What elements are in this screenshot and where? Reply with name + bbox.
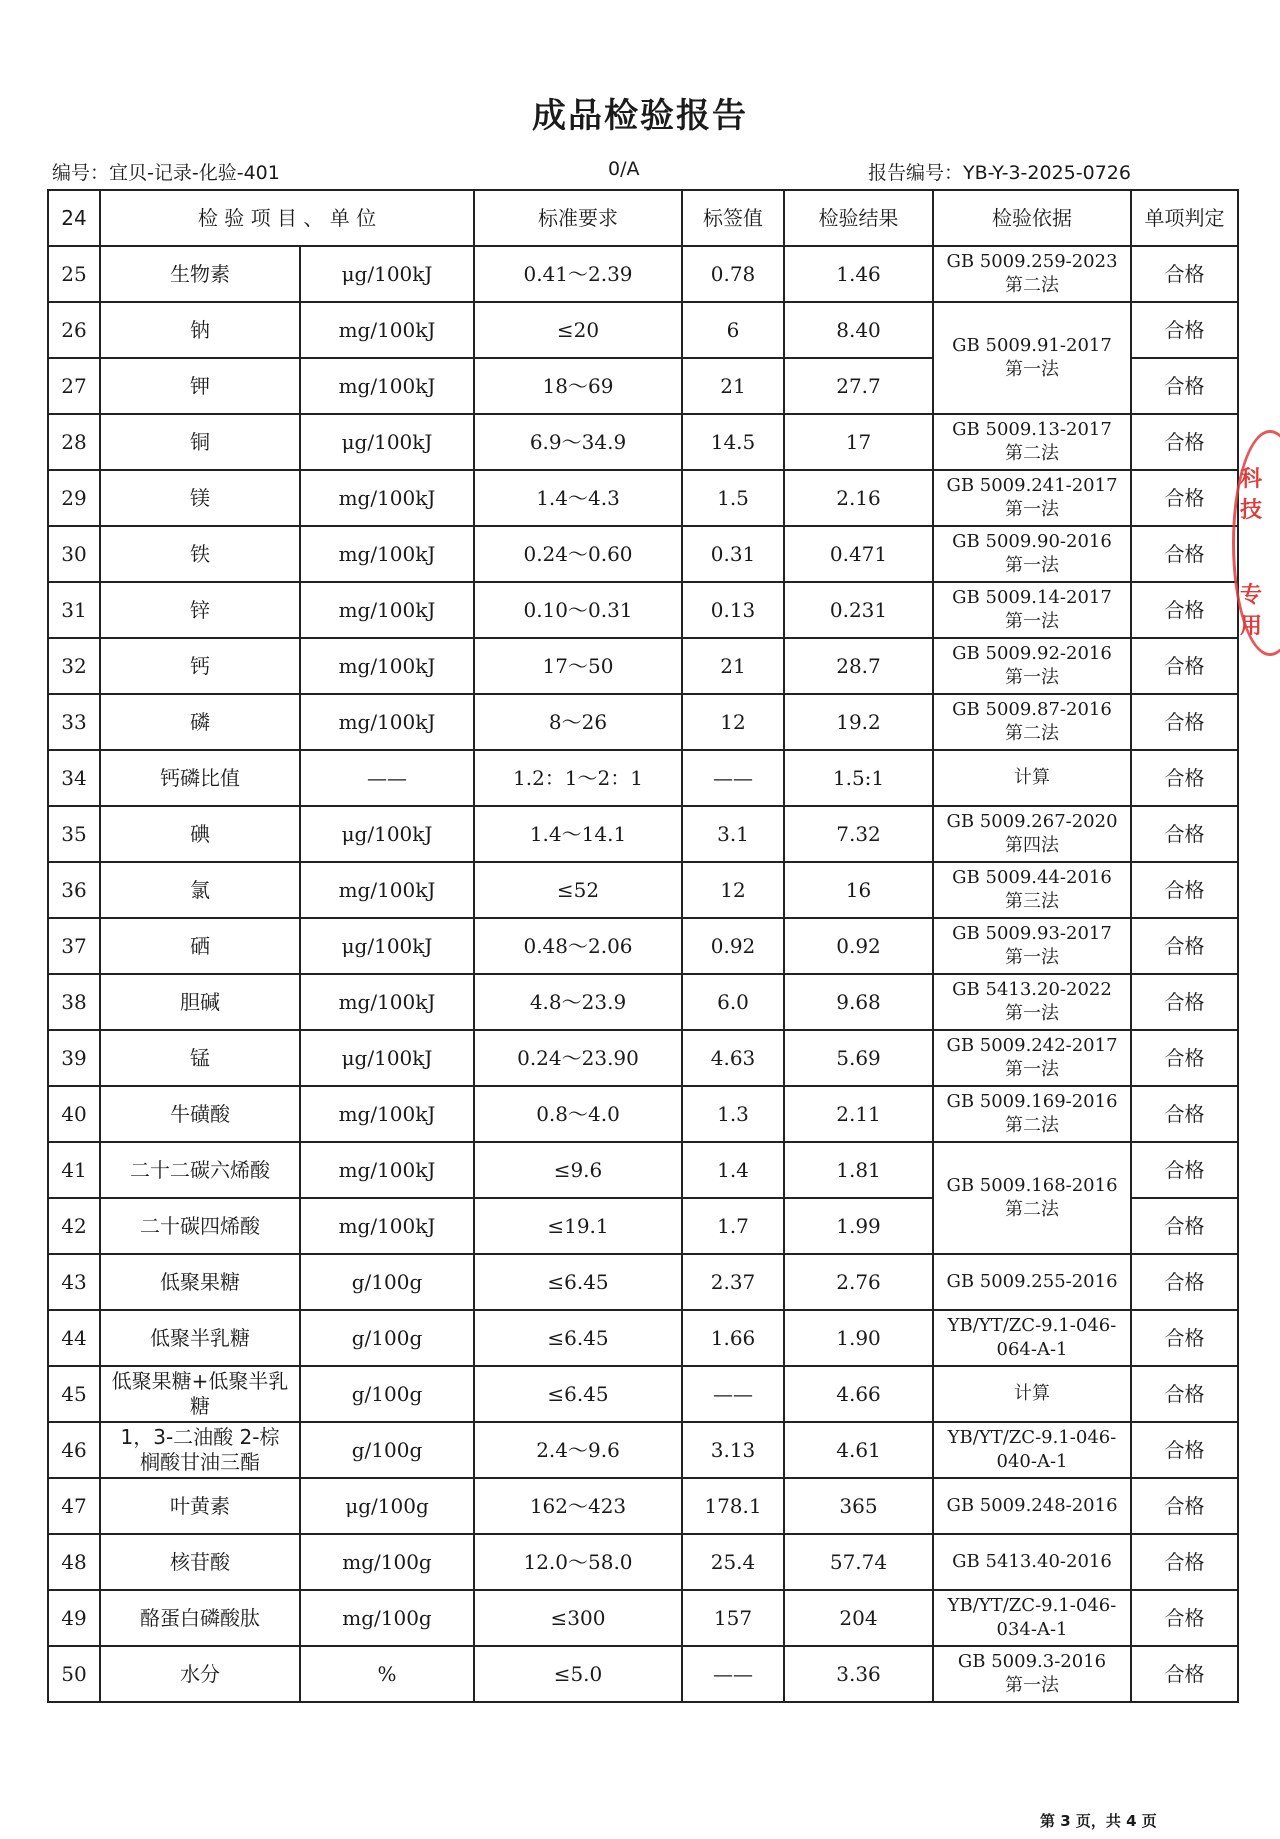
judgement: 合格 bbox=[1131, 1310, 1238, 1366]
test-basis: GB 5009.259-2023 第二法 bbox=[933, 246, 1131, 302]
row-number: 41 bbox=[48, 1142, 100, 1198]
item-name: 低聚果糖 bbox=[100, 1254, 300, 1310]
table-row bbox=[48, 1310, 1238, 1366]
standard-requirement: 1.4～4.3 bbox=[474, 470, 682, 526]
row-number: 46 bbox=[48, 1422, 100, 1478]
test-basis: GB 5413.40-2016 bbox=[933, 1534, 1131, 1590]
judgement: 合格 bbox=[1131, 1254, 1238, 1310]
judgement: 合格 bbox=[1131, 1142, 1238, 1198]
standard-requirement: 6.9～34.9 bbox=[474, 414, 682, 470]
table-row bbox=[48, 694, 1238, 750]
label-value: 0.31 bbox=[682, 526, 784, 582]
report-number: 报告编号：YB-Y-3-2025-0726 bbox=[868, 162, 1131, 184]
label-value: 0.92 bbox=[682, 918, 784, 974]
unit: mg/100kJ bbox=[300, 582, 474, 638]
standard-requirement: ≤19.1 bbox=[474, 1198, 682, 1254]
test-basis: GB 5009.168-2016 第二法 bbox=[933, 1142, 1131, 1254]
test-basis: GB 5009.13-2017 第二法 bbox=[933, 414, 1131, 470]
item-name: 磷 bbox=[100, 694, 300, 750]
row-number: 43 bbox=[48, 1254, 100, 1310]
standard-requirement: 2.4～9.6 bbox=[474, 1422, 682, 1478]
label-value: 21 bbox=[682, 638, 784, 694]
test-result: 19.2 bbox=[784, 694, 933, 750]
stamp-text-2: 专用 bbox=[1240, 583, 1263, 639]
test-result: 8.40 bbox=[784, 302, 933, 358]
test-basis: 计算 bbox=[933, 1366, 1131, 1422]
test-basis: GB 5009.92-2016 第一法 bbox=[933, 638, 1131, 694]
judgement: 合格 bbox=[1131, 862, 1238, 918]
row-number: 44 bbox=[48, 1310, 100, 1366]
test-basis: GB 5009.255-2016 bbox=[933, 1254, 1131, 1310]
row-number: 25 bbox=[48, 246, 100, 302]
test-result: 4.61 bbox=[784, 1422, 933, 1478]
row-number: 39 bbox=[48, 1030, 100, 1086]
table-row bbox=[48, 1086, 1238, 1142]
judgement: 合格 bbox=[1131, 1366, 1238, 1422]
row-number: 28 bbox=[48, 414, 100, 470]
test-result: 28.7 bbox=[784, 638, 933, 694]
table-row bbox=[48, 806, 1238, 862]
table-row bbox=[48, 1142, 1238, 1198]
unit: mg/100kJ bbox=[300, 974, 474, 1030]
item-name: 低聚果糖+低聚半乳 糖 bbox=[100, 1366, 300, 1422]
report-title: 成品检验报告 bbox=[532, 96, 748, 136]
item-name: 核苷酸 bbox=[100, 1534, 300, 1590]
table-header-row bbox=[48, 190, 1238, 246]
label-value: 21 bbox=[682, 358, 784, 414]
item-name: 钾 bbox=[100, 358, 300, 414]
judgement: 合格 bbox=[1131, 526, 1238, 582]
item-name: 钙磷比值 bbox=[100, 750, 300, 806]
unit: mg/100kJ bbox=[300, 1198, 474, 1254]
standard-requirement: ≤20 bbox=[474, 302, 682, 358]
test-result: 0.92 bbox=[784, 918, 933, 974]
unit: g/100g bbox=[300, 1310, 474, 1366]
header-item-unit: 检 验 项 目 、 单 位 bbox=[100, 190, 474, 246]
row-number: 36 bbox=[48, 862, 100, 918]
row-number: 31 bbox=[48, 582, 100, 638]
standard-requirement: 0.8～4.0 bbox=[474, 1086, 682, 1142]
test-result: 3.36 bbox=[784, 1646, 933, 1702]
test-basis: GB 5009.44-2016 第三法 bbox=[933, 862, 1131, 918]
judgement: 合格 bbox=[1131, 750, 1238, 806]
label-value: 12 bbox=[682, 862, 784, 918]
judgement: 合格 bbox=[1131, 1590, 1238, 1646]
item-name: 牛磺酸 bbox=[100, 1086, 300, 1142]
item-name: 锰 bbox=[100, 1030, 300, 1086]
table-row bbox=[48, 638, 1238, 694]
table-row bbox=[48, 1534, 1238, 1590]
row-number: 30 bbox=[48, 526, 100, 582]
unit: —— bbox=[300, 750, 474, 806]
table-row bbox=[48, 918, 1238, 974]
table-row bbox=[48, 1646, 1238, 1702]
test-basis: GB 5009.267-2020 第四法 bbox=[933, 806, 1131, 862]
unit: mg/100kJ bbox=[300, 1086, 474, 1142]
table-row bbox=[48, 1422, 1238, 1478]
table-row bbox=[48, 302, 1238, 358]
item-name: 硒 bbox=[100, 918, 300, 974]
test-result: 204 bbox=[784, 1590, 933, 1646]
label-value: 1.66 bbox=[682, 1310, 784, 1366]
judgement: 合格 bbox=[1131, 1534, 1238, 1590]
test-result: 0.471 bbox=[784, 526, 933, 582]
unit: μg/100kJ bbox=[300, 1030, 474, 1086]
standard-requirement: 0.24～0.60 bbox=[474, 526, 682, 582]
table-row bbox=[48, 862, 1238, 918]
unit: g/100g bbox=[300, 1422, 474, 1478]
test-result: 27.7 bbox=[784, 358, 933, 414]
unit: mg/100kJ bbox=[300, 1142, 474, 1198]
judgement: 合格 bbox=[1131, 302, 1238, 358]
standard-requirement: 1.2：1～2：1 bbox=[474, 750, 682, 806]
row-number: 27 bbox=[48, 358, 100, 414]
item-name: 铜 bbox=[100, 414, 300, 470]
test-basis: GB 5009.248-2016 bbox=[933, 1478, 1131, 1534]
test-basis: GB 5413.20-2022 第一法 bbox=[933, 974, 1131, 1030]
header-standard: 标准要求 bbox=[474, 190, 682, 246]
test-basis: GB 5009.3-2016 第一法 bbox=[933, 1646, 1131, 1702]
row-number: 49 bbox=[48, 1590, 100, 1646]
judgement: 合格 bbox=[1131, 1198, 1238, 1254]
unit: mg/100kJ bbox=[300, 302, 474, 358]
item-name: 叶黄素 bbox=[100, 1478, 300, 1534]
judgement: 合格 bbox=[1131, 1478, 1238, 1534]
table-row bbox=[48, 1254, 1238, 1310]
label-value: 3.13 bbox=[682, 1422, 784, 1478]
label-value: 4.63 bbox=[682, 1030, 784, 1086]
test-result: 4.66 bbox=[784, 1366, 933, 1422]
header-basis: 检验依据 bbox=[933, 190, 1131, 246]
test-result: 2.11 bbox=[784, 1086, 933, 1142]
row-number: 48 bbox=[48, 1534, 100, 1590]
test-result: 1.46 bbox=[784, 246, 933, 302]
row-number: 32 bbox=[48, 638, 100, 694]
item-name: 碘 bbox=[100, 806, 300, 862]
judgement: 合格 bbox=[1131, 974, 1238, 1030]
header-judgement: 单项判定 bbox=[1131, 190, 1238, 246]
test-result: 1.5:1 bbox=[784, 750, 933, 806]
test-result: 0.231 bbox=[784, 582, 933, 638]
unit: mg/100kJ bbox=[300, 862, 474, 918]
item-name: 二十二碳六烯酸 bbox=[100, 1142, 300, 1198]
item-name: 二十碳四烯酸 bbox=[100, 1198, 300, 1254]
standard-requirement: 0.41～2.39 bbox=[474, 246, 682, 302]
row-number: 29 bbox=[48, 470, 100, 526]
label-value: 14.5 bbox=[682, 414, 784, 470]
unit: μg/100kJ bbox=[300, 918, 474, 974]
standard-requirement: ≤6.45 bbox=[474, 1310, 682, 1366]
test-result: 1.81 bbox=[784, 1142, 933, 1198]
judgement: 合格 bbox=[1131, 470, 1238, 526]
standard-requirement: 0.10～0.31 bbox=[474, 582, 682, 638]
test-result: 5.69 bbox=[784, 1030, 933, 1086]
label-value: —— bbox=[682, 1646, 784, 1702]
standard-requirement: ≤52 bbox=[474, 862, 682, 918]
item-name: 氯 bbox=[100, 862, 300, 918]
item-name: 铁 bbox=[100, 526, 300, 582]
standard-requirement: ≤300 bbox=[474, 1590, 682, 1646]
table-row bbox=[48, 470, 1238, 526]
table-row bbox=[48, 526, 1238, 582]
unit: mg/100g bbox=[300, 1590, 474, 1646]
judgement: 合格 bbox=[1131, 918, 1238, 974]
standard-requirement: ≤9.6 bbox=[474, 1142, 682, 1198]
standard-requirement: 8～26 bbox=[474, 694, 682, 750]
unit: μg/100kJ bbox=[300, 246, 474, 302]
item-name: 生物素 bbox=[100, 246, 300, 302]
standard-requirement: 18～69 bbox=[474, 358, 682, 414]
test-result: 2.16 bbox=[784, 470, 933, 526]
test-basis: YB/YT/ZC-9.1-046- 064-A-1 bbox=[933, 1310, 1131, 1366]
test-result: 1.99 bbox=[784, 1198, 933, 1254]
row-number: 26 bbox=[48, 302, 100, 358]
label-value: —— bbox=[682, 1366, 784, 1422]
unit: μg/100kJ bbox=[300, 414, 474, 470]
table-row bbox=[48, 974, 1238, 1030]
unit: % bbox=[300, 1646, 474, 1702]
unit: mg/100g bbox=[300, 1534, 474, 1590]
item-name: 酪蛋白磷酸肽 bbox=[100, 1590, 300, 1646]
unit: μg/100kJ bbox=[300, 806, 474, 862]
row-number: 45 bbox=[48, 1366, 100, 1422]
test-basis: YB/YT/ZC-9.1-046- 040-A-1 bbox=[933, 1422, 1131, 1478]
unit: μg/100g bbox=[300, 1478, 474, 1534]
judgement: 合格 bbox=[1131, 806, 1238, 862]
judgement: 合格 bbox=[1131, 694, 1238, 750]
item-name: 钙 bbox=[100, 638, 300, 694]
standard-requirement: 4.8～23.9 bbox=[474, 974, 682, 1030]
test-basis: GB 5009.169-2016 第二法 bbox=[933, 1086, 1131, 1142]
label-value: 6 bbox=[682, 302, 784, 358]
judgement: 合格 bbox=[1131, 582, 1238, 638]
table-row bbox=[48, 582, 1238, 638]
judgement: 合格 bbox=[1131, 1086, 1238, 1142]
table-row bbox=[48, 1366, 1238, 1422]
standard-requirement: ≤5.0 bbox=[474, 1646, 682, 1702]
test-basis: GB 5009.241-2017 第一法 bbox=[933, 470, 1131, 526]
label-value: 25.4 bbox=[682, 1534, 784, 1590]
header-no: 24 bbox=[48, 190, 100, 246]
item-name: 低聚半乳糖 bbox=[100, 1310, 300, 1366]
label-value: 1.7 bbox=[682, 1198, 784, 1254]
standard-requirement: ≤6.45 bbox=[474, 1254, 682, 1310]
item-name: 镁 bbox=[100, 470, 300, 526]
label-value: 0.13 bbox=[682, 582, 784, 638]
row-number: 35 bbox=[48, 806, 100, 862]
standard-requirement: 162～423 bbox=[474, 1478, 682, 1534]
unit: g/100g bbox=[300, 1366, 474, 1422]
judgement: 合格 bbox=[1131, 414, 1238, 470]
label-value: 12 bbox=[682, 694, 784, 750]
test-result: 365 bbox=[784, 1478, 933, 1534]
test-result: 1.90 bbox=[784, 1310, 933, 1366]
label-value: 3.1 bbox=[682, 806, 784, 862]
record-number: 编号：宜贝-记录-化验-401 bbox=[52, 162, 280, 184]
test-basis: GB 5009.87-2016 第二法 bbox=[933, 694, 1131, 750]
judgement: 合格 bbox=[1131, 1646, 1238, 1702]
item-name: 钠 bbox=[100, 302, 300, 358]
table-row bbox=[48, 414, 1238, 470]
unit: mg/100kJ bbox=[300, 638, 474, 694]
test-result: 17 bbox=[784, 414, 933, 470]
standard-requirement: ≤6.45 bbox=[474, 1366, 682, 1422]
standard-requirement: 17～50 bbox=[474, 638, 682, 694]
test-basis: GB 5009.242-2017 第一法 bbox=[933, 1030, 1131, 1086]
item-name: 锌 bbox=[100, 582, 300, 638]
table-row bbox=[48, 1030, 1238, 1086]
label-value: 157 bbox=[682, 1590, 784, 1646]
judgement: 合格 bbox=[1131, 1422, 1238, 1478]
revision: 0/A bbox=[608, 158, 640, 180]
label-value: —— bbox=[682, 750, 784, 806]
item-name: 水分 bbox=[100, 1646, 300, 1702]
label-value: 1.4 bbox=[682, 1142, 784, 1198]
label-value: 2.37 bbox=[682, 1254, 784, 1310]
row-number: 37 bbox=[48, 918, 100, 974]
unit: mg/100kJ bbox=[300, 358, 474, 414]
unit: mg/100kJ bbox=[300, 694, 474, 750]
test-basis: GB 5009.90-2016 第一法 bbox=[933, 526, 1131, 582]
test-result: 2.76 bbox=[784, 1254, 933, 1310]
row-number: 40 bbox=[48, 1086, 100, 1142]
label-value: 6.0 bbox=[682, 974, 784, 1030]
standard-requirement: 12.0～58.0 bbox=[474, 1534, 682, 1590]
judgement: 合格 bbox=[1131, 1030, 1238, 1086]
table-row bbox=[48, 1590, 1238, 1646]
row-number: 38 bbox=[48, 974, 100, 1030]
inspection-table bbox=[47, 189, 1239, 1703]
label-value: 0.78 bbox=[682, 246, 784, 302]
item-name: 胆碱 bbox=[100, 974, 300, 1030]
row-number: 50 bbox=[48, 1646, 100, 1702]
table-row bbox=[48, 1478, 1238, 1534]
page-number: 第 3 页，共 4 页 bbox=[1040, 1812, 1157, 1830]
test-basis: GB 5009.14-2017 第一法 bbox=[933, 582, 1131, 638]
standard-requirement: 1.4～14.1 bbox=[474, 806, 682, 862]
label-value: 178.1 bbox=[682, 1478, 784, 1534]
header-result: 检验结果 bbox=[784, 190, 933, 246]
test-result: 57.74 bbox=[784, 1534, 933, 1590]
item-name: 1，3-二油酸 2-棕 榈酸甘油三酯 bbox=[100, 1422, 300, 1478]
standard-requirement: 0.24～23.90 bbox=[474, 1030, 682, 1086]
row-number: 42 bbox=[48, 1198, 100, 1254]
unit: mg/100kJ bbox=[300, 470, 474, 526]
judgement: 合格 bbox=[1131, 638, 1238, 694]
test-basis: YB/YT/ZC-9.1-046- 034-A-1 bbox=[933, 1590, 1131, 1646]
judgement: 合格 bbox=[1131, 358, 1238, 414]
label-value: 1.5 bbox=[682, 470, 784, 526]
test-result: 7.32 bbox=[784, 806, 933, 862]
test-basis: GB 5009.93-2017 第一法 bbox=[933, 918, 1131, 974]
label-value: 1.3 bbox=[682, 1086, 784, 1142]
row-number: 34 bbox=[48, 750, 100, 806]
test-result: 9.68 bbox=[784, 974, 933, 1030]
header-label-value: 标签值 bbox=[682, 190, 784, 246]
table-row bbox=[48, 750, 1238, 806]
row-number: 33 bbox=[48, 694, 100, 750]
row-number: 47 bbox=[48, 1478, 100, 1534]
test-basis: 计算 bbox=[933, 750, 1131, 806]
unit: g/100g bbox=[300, 1254, 474, 1310]
judgement: 合格 bbox=[1131, 246, 1238, 302]
table-row bbox=[48, 246, 1238, 302]
standard-requirement: 0.48～2.06 bbox=[474, 918, 682, 974]
test-result: 16 bbox=[784, 862, 933, 918]
unit: mg/100kJ bbox=[300, 526, 474, 582]
test-basis: GB 5009.91-2017 第一法 bbox=[933, 302, 1131, 414]
stamp-text-1: 科技 bbox=[1240, 467, 1263, 523]
